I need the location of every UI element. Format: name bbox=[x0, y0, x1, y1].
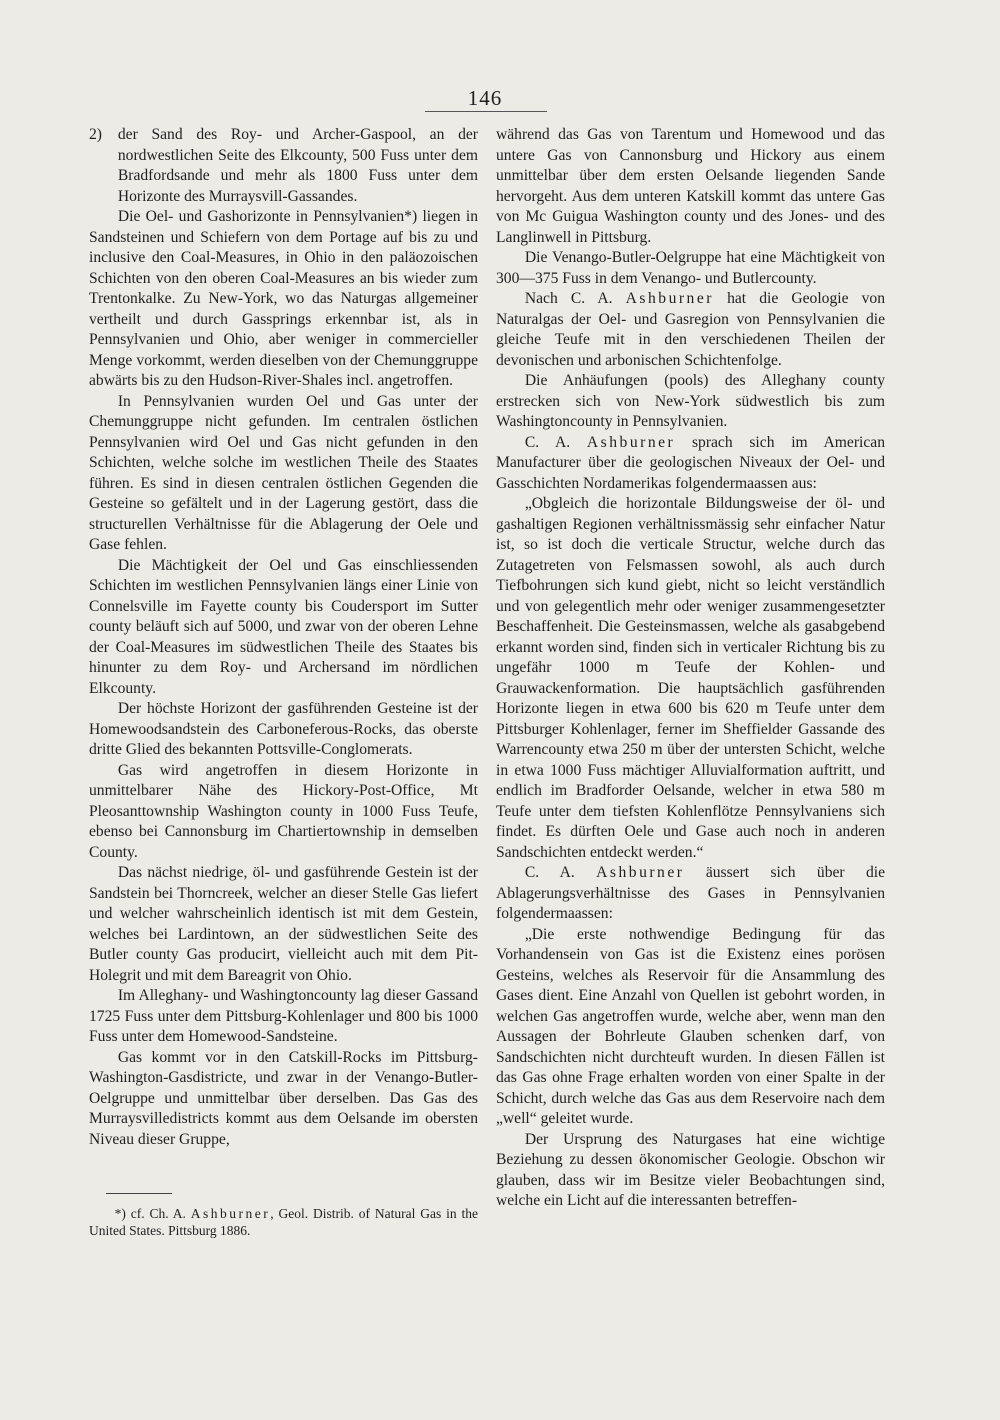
author-name: Ashburner bbox=[586, 433, 676, 451]
quote-paragraph: „Obgleich die horizontale Bildungsweise der öl- und gashaltigen Regionen verhältnissmässig sehr einfacher Natur ist, so ist doch die verticale Structur, welche durch das Zutagetreten von Felsmassen sowohl, als auch durch Tiefbohrungen sich kund giebt, nicht so leicht verständlich und von gelegentlich mehr oder weniger zusammengesetzter Beschaffenheit. Die Gesteinsmassen, welche als gasabgebend erkannt worden sind, finden sich in verticaler Richtung bis zu ungefähr 1000 m Teufe der Kohlen- und Grauwackenformation. Die hauptsächlich gasführenden Horizonte liegen in etwa 600 bis 620 m Teufe unter dem Pittsburger Kohlenlager, ferner im Sheffielder Gassande des Warrencounty etwa 250 m über der untersten Schicht, welche in etwa 1000 Fuss mächtiger Alluvialformation auftritt, und endlich im Bradforder Oelsande, welcher in etwa 580 m Teufe unter dem tiefsten Kohlenflötze Pennsylvaniens sich findet. Es dürften Oele und Gase auch noch in anderen Sandschichten entdeckt werden.“ bbox=[496, 495, 885, 861]
paragraph: Im Alleghany- und Washingtoncounty lag dieser Gassand 1725 Fuss unter dem Pittsburg-Kohlenlager und 800 bis 1000 Fuss unter dem Homewood-Sandsteine. bbox=[89, 987, 478, 1045]
footnote-text: , Geol. Distrib. of Natural Gas in the United States. Pittsburg 1886. bbox=[89, 1206, 478, 1238]
paragraph: während das Gas von Tarentum und Homewood und das untere Gas von Cannonsburg und Hickory aus einem unmittelbar über dem ersten Oelsande liegenden Sande hervorgeht. Aus dem unteren Katskill kommt das untere Gas von Mc Guigua Washington county und des Jones- und des Langlinwell in Pittsburg. bbox=[496, 126, 885, 246]
paragraph: Der höchste Horizont der gasführenden Gesteine ist der Homewoodsandstein des Carboneferous-Rocks, das oberste dritte Glied des bekannten Pottsville-Conglomerats. bbox=[89, 700, 478, 758]
paragraph-lead: C. A. bbox=[524, 433, 571, 451]
paragraph bbox=[496, 289, 885, 371]
page-number: 146 bbox=[467, 86, 503, 110]
paragraph-text: hat die Geologie von Naturalgas der Oel- und Gasregion von Pennsylvanien die gleiche Teufe mit in den verschiedenen Theilen der devonischen und arbonischen Schichtenfolge. bbox=[496, 290, 885, 369]
paragraph: Gas kommt vor in den Catskill-Rocks im Pittsburg-Washington-Gasdistricte, und zwar in der Venango-Butler-Oelgruppe und unmittelbar über derselben. Das Gas des Murraysvilledistricts kommt aus dem Oelsande im obersten Niveau dieser Gruppe, bbox=[89, 1048, 478, 1148]
paragraph: Die Venango-Butler-Oelgruppe hat eine Mächtigkeit von 300—375 Fuss in dem Venango- und Butlercounty. bbox=[496, 249, 885, 287]
footnote bbox=[89, 1205, 478, 1239]
right-column bbox=[496, 125, 885, 1212]
paragraph-lead: Nach C. A. bbox=[524, 290, 613, 307]
footnote-author: Ashburner bbox=[190, 1206, 271, 1221]
footnote-rule bbox=[106, 1193, 172, 1194]
paragraph: Der Ursprung des Naturgases hat eine wichtige Beziehung zu dessen ökonomischer Geologie. Obschon wir glauben, dass wir im Besitze vieler Beobachtungen sind, welche ein Licht auf die interessanten betreffen- bbox=[496, 1130, 885, 1209]
paragraph-text: sprach sich im American Manufacturer über die geologischen Niveaux der Oel- und Gasschichten Nordamerikas folgendermaassen aus: bbox=[496, 433, 885, 492]
paragraph bbox=[89, 125, 478, 207]
paragraph-text: äussert sich über die Ablagerungsverhältnisse des Gases in Pennsylvanien folgendermaassen: bbox=[496, 864, 885, 922]
list-number: 2) bbox=[89, 126, 102, 143]
paragraph bbox=[496, 863, 885, 925]
author-name: Ashburner bbox=[596, 864, 685, 881]
page-number-rule bbox=[425, 111, 547, 112]
footnote-prefix: *) cf. Ch. A. bbox=[114, 1206, 186, 1221]
paragraph: In Pennsylvanien wurden Oel und Gas unter der Chemunggruppe nicht gefunden. Im centralen östlichen Pennsylvanien wird Oel und Gas nicht gefunden in den Schichten, welche solche im westlichen Theile des Staates führen. Es sind in diesen centralen östlichen Gegenden die Gesteine so gefältelt und in der Lagerung gestört, dass die structurellen Verhältnisse für die Ablagerung der Oele und Gase fehlen. bbox=[89, 392, 478, 553]
paragraph: Das nächst niedrige, öl- und gasführende Gestein ist der Sandstein bei Thorncreek, welcher an dieser Stelle Gas liefert und welcher wahrscheinlich identisch ist mit dem Gestein, welches bei Lardintown, an der südwestlichen Seite des Butler county Gas producirt, vielleicht auch mit dem Pit-Holegrit und mit dem Bareagrit von Ohio. bbox=[89, 864, 478, 984]
paragraph: Gas wird angetroffen in diesem Horizonte in unmittelbarer Nähe des Hickory-Post-Office, Mt Pleosanttownship Washington county in 1000 Fuss Teufe, ebenso bei Cannonsburg im Chartiertownship in demselben County. bbox=[89, 761, 478, 861]
author-name: Ashburner bbox=[625, 290, 714, 307]
paragraph: Die Oel- und Gashorizonte in Pennsylvanien*) liegen in Sandsteinen und Schiefern von dem Portage auf bis zu und inclusive den Coal-Measures, in Ohio in den paläozoischen Schichten von den oberen Coal-Measures an bis wieder zum Trentonkalke. Zu New-York, wo das Naturgas allgemeiner vertheilt und durch Gassprings erkennbar ist, als in Pennsylvanien und Ohio, aber weniger in commercieller Menge vorkommt, werden dieselben von der Chemunggruppe abwärts bis zu den Hudson-River-Shales incl. angetroffen. bbox=[89, 208, 478, 389]
paragraph: Die Anhäufungen (pools) des Alleghany county erstrecken sich von New-York südwestlich bis zum Washingtoncounty in Pennsylvanien. bbox=[496, 372, 885, 430]
left-column bbox=[89, 125, 478, 1150]
paragraph bbox=[496, 433, 885, 495]
paragraph-lead: C. A. bbox=[524, 864, 575, 881]
quote-paragraph: „Die erste nothwendige Bedingung für das Vorhandensein von Gas ist die Existenz eines porösen Gesteins, welches als Reservoir für die Ansammlung des Gases dient. Eine Anzahl von Quellen ist gebohrt worden, in welchen Gas angetroffen wurde, welche aber, wenn man den Aussagen der Bohrleute Glauben schenken darf, von Sandschichten nicht durchteuft wurden. In diesen Fällen ist das Gas ohne Frage erhalten worden von einer Spalte in der Schicht, durch welche das Gas aus dem Reservoire nach dem „well“ geleitet wurde. bbox=[496, 925, 885, 1127]
paragraph-text: der Sand des Roy- und Archer-Gaspool, an der nordwestlichen Seite des Elkcounty, 500 Fuss unter dem Bradfordsande und mehr als 1800 Fuss unter dem Horizonte des Murraysvill-Gassandes. bbox=[117, 126, 478, 205]
paragraph: Die Mächtigkeit der Oel und Gas einschliessenden Schichten im westlichen Pennsylvanien längs einer Linie von Connelsville im Fayette county bis Coudersport im Sutter county beläuft sich auf 5000, und zwar von der oberen Lehne der Coal-Measures im südwestlichen Theile des Staates bis hinunter zu dem Roy- und Archersand im nördlichen Elkcounty. bbox=[89, 556, 478, 697]
